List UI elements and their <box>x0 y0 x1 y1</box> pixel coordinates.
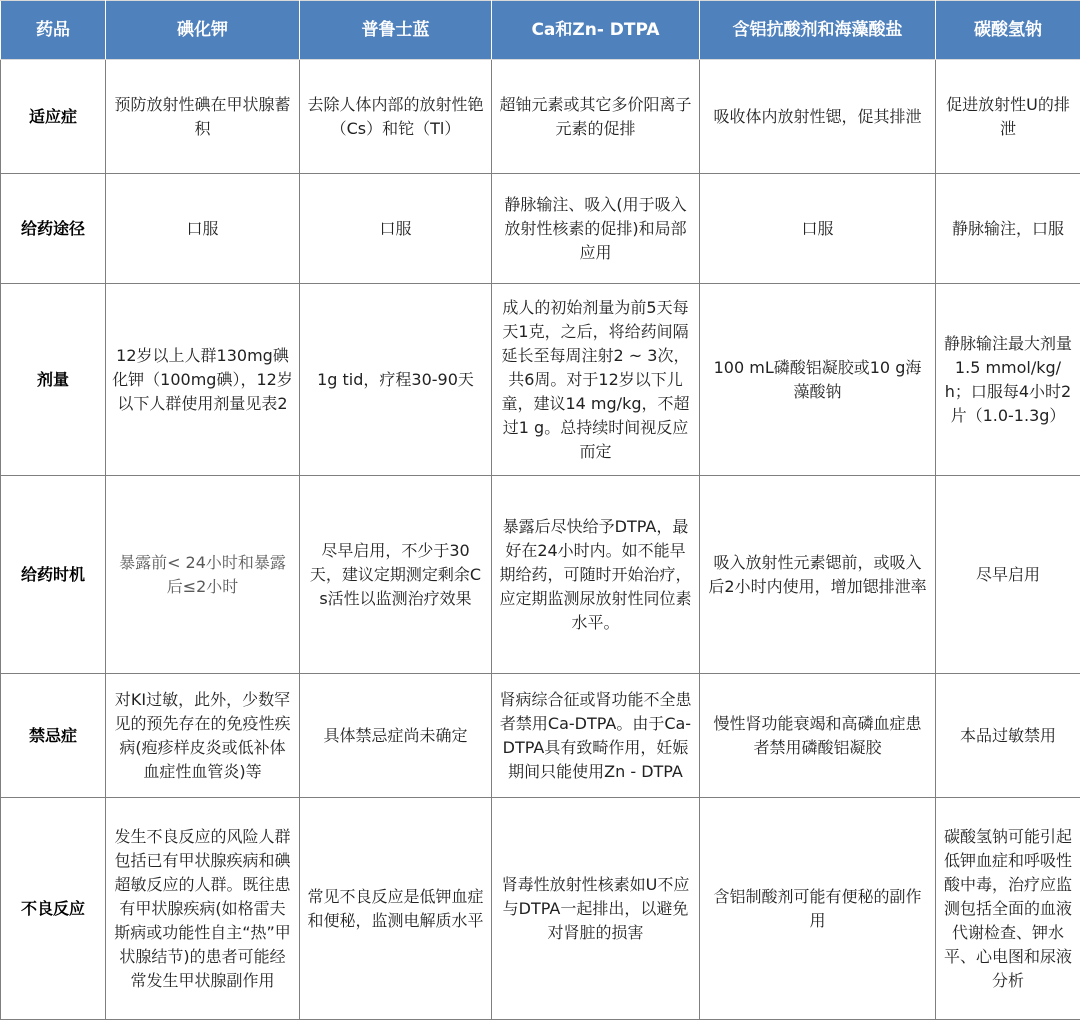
row-label: 剂量 <box>1 284 106 476</box>
row-label: 禁忌症 <box>1 674 106 798</box>
table-cell: 肾毒性放射性核素如U不应与DTPA一起排出，以避免对肾脏的损害 <box>492 798 700 1020</box>
table-cell: 尽早启用，不少于30天，建议定期测定剩余Cs活性以监测治疗效果 <box>300 476 492 674</box>
table-cell: 口服 <box>106 174 300 284</box>
table-cell: 静脉输注、吸入(用于吸入放射性核素的促排)和局部应用 <box>492 174 700 284</box>
table-cell: 具体禁忌症尚未确定 <box>300 674 492 798</box>
table-cell: 静脉输注，口服 <box>936 174 1080 284</box>
row-route <box>1 174 1080 284</box>
header-dtpa: Ca和Zn- DTPA <box>492 1 700 60</box>
table-cell: 去除人体内部的放射性铯（Cs）和铊（Tl） <box>300 60 492 174</box>
table-cell: 常见不良反应是低钾血症和便秘，监测电解质水平 <box>300 798 492 1020</box>
header-prussian-blue: 普鲁士蓝 <box>300 1 492 60</box>
table-cell: 含铝制酸剂可能有便秘的副作用 <box>700 798 936 1020</box>
row-label: 适应症 <box>1 60 106 174</box>
table-cell: 吸收体内放射性锶，促其排泄 <box>700 60 936 174</box>
table-cell: 发生不良反应的风险人群包括已有甲状腺疾病和碘超敏反应的人群。既往患有甲状腺疾病(如格雷夫斯病或功能性自主“热”甲状腺结节)的患者可能经常发生甲状腺副作用 <box>106 798 300 1020</box>
row-label: 给药时机 <box>1 476 106 674</box>
row-label: 不良反应 <box>1 798 106 1020</box>
table-cell: 促进放射性U的排泄 <box>936 60 1080 174</box>
table-cell: 对KI过敏，此外，少数罕见的预先存在的免疫性疾病(疱疹样皮炎或低补体血症性血管炎)等 <box>106 674 300 798</box>
table-cell: 预防放射性碘在甲状腺蓄积 <box>106 60 300 174</box>
header-potassium-iodide: 碘化钾 <box>106 1 300 60</box>
header-aluminum-antacid: 含铝抗酸剂和海藻酸盐 <box>700 1 936 60</box>
header-sodium-bicarbonate: 碳酸氢钠 <box>936 1 1080 60</box>
row-label: 给药途径 <box>1 174 106 284</box>
row-contraindications <box>1 674 1080 798</box>
table-cell: 肾病综合征或肾功能不全患者禁用Ca-DTPA。由于Ca-DTPA具有致畸作用，妊娠期间只能使用Zn - DTPA <box>492 674 700 798</box>
table-cell: 暴露后尽快给予DTPA，最好在24小时内。如不能早期给药，可随时开始治疗，应定期监测尿放射性同位素水平。 <box>492 476 700 674</box>
row-adverse-reactions <box>1 798 1080 1020</box>
table-cell: 100 mL磷酸铝凝胶或10 g海藻酸钠 <box>700 284 936 476</box>
header-row <box>1 1 1080 60</box>
row-indications <box>1 60 1080 174</box>
row-dosage <box>1 284 1080 476</box>
table-cell: 口服 <box>300 174 492 284</box>
row-timing <box>1 476 1080 674</box>
table-cell: 暴露前< 24小时和暴露后≤2小时 <box>106 476 300 674</box>
table-cell: 碳酸氢钠可能引起低钾血症和呼吸性酸中毒，治疗应监测包括全面的血液代谢检查、钾水平、心电图和尿液分析 <box>936 798 1080 1020</box>
table-cell: 静脉输注最大剂量1.5 mmol/kg/h；口服每4小时2片（1.0-1.3g） <box>936 284 1080 476</box>
header-drug: 药品 <box>1 1 106 60</box>
table-cell: 尽早启用 <box>936 476 1080 674</box>
table-cell: 1g tid，疗程30-90天 <box>300 284 492 476</box>
table-cell: 口服 <box>700 174 936 284</box>
table-cell: 12岁以上人群130mg碘化钾（100mg碘），12岁以下人群使用剂量见表2 <box>106 284 300 476</box>
table-cell: 超铀元素或其它多价阳离子元素的促排 <box>492 60 700 174</box>
table-cell: 慢性肾功能衰竭和高磷血症患者禁用磷酸铝凝胶 <box>700 674 936 798</box>
table-cell: 吸入放射性元素锶前，或吸入后2小时内使用，增加锶排泄率 <box>700 476 936 674</box>
table-cell: 本品过敏禁用 <box>936 674 1080 798</box>
table-cell: 成人的初始剂量为前5天每天1克，之后，将给药间隔延长至每周注射2 ~ 3次，共6周。对于12岁以下儿童，建议14 mg/kg，不超过1 g。总持续时间视反应而定 <box>492 284 700 476</box>
